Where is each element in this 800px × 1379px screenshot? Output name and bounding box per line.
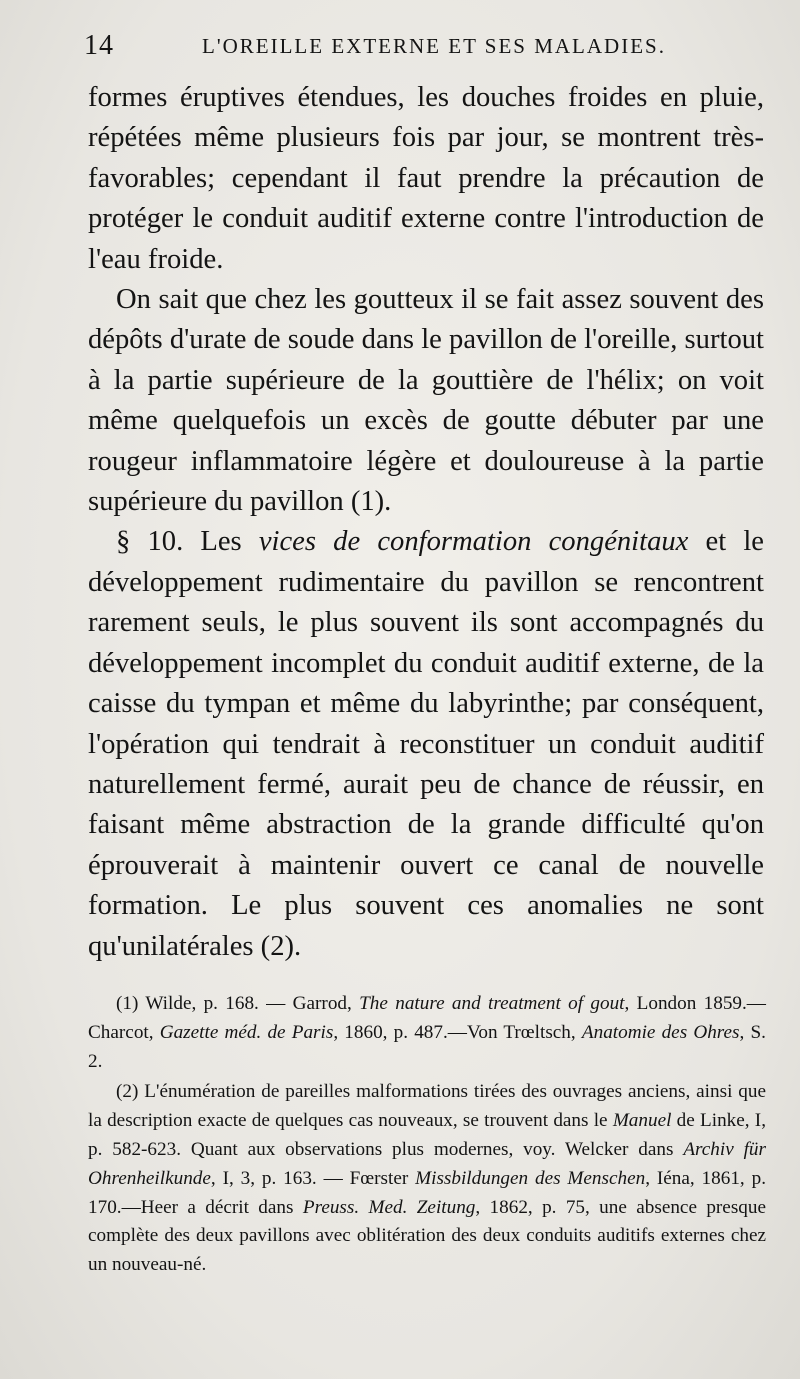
- footnote-text: , I, 3, p. 163. — Fœrster: [210, 1167, 416, 1189]
- footnote-text: , 1860, p. 487.—Von Trœltsch,: [333, 1021, 582, 1043]
- footnote-1: [88, 990, 766, 1076]
- section-number: § 10.: [116, 526, 184, 558]
- footnote-title: Archiv für Ohrenheilkunde: [88, 1138, 766, 1189]
- page-header: [84, 30, 764, 60]
- footnote-text: (1) Wilde, p. 168. — Garrod,: [116, 993, 360, 1014]
- footnote-text: , London 1859.—Charcot,: [88, 993, 766, 1043]
- footnote-title: Missbildungen des Menschen: [415, 1167, 646, 1189]
- footnote-2: [88, 1078, 766, 1280]
- page-number: 14: [84, 30, 114, 61]
- main-text: [88, 78, 764, 967]
- running-head: L'OREILLE EXTERNE ET SES MALADIES.: [202, 34, 666, 58]
- footnote-title: Preuss. Med. Zeitung: [302, 1196, 476, 1218]
- footnotes: [88, 990, 766, 1282]
- footnote-text: (2) L'énumération de pareilles malformations tirées des ouvrages anciens, ainsi que la description exacte de quelques cas nouveaux, se trouvent dans le: [88, 1081, 766, 1132]
- paragraph-section-10: [88, 522, 764, 966]
- footnote-title: Anatomie des Ohres: [581, 1021, 740, 1043]
- footnote-text: , Iéna, 1861, p. 170.—Heer a décrit dans: [88, 1167, 766, 1218]
- footnote-text: de Linke, I, p. 582-623. Quant aux observations plus modernes, voy. Welcker dans: [88, 1110, 766, 1160]
- footnote-title: Gazette méd. de Paris: [159, 1021, 334, 1043]
- paragraph-continuation: formes éruptives étendues, les douches froides en pluie, répétées même plusieurs fois par jour, se montrent très-favorables; cependant il faut prendre la précaution de protéger le conduit auditif externe contre l'introduction de l'eau froide.: [88, 82, 764, 275]
- emphasized-term: vices de conformation congénitaux: [258, 526, 689, 558]
- footnote-text: , 1862, p. 75, une absence presque complète des deux pavillons avec oblitération des deux conduits auditifs externes chez un nouveau-né.: [88, 1196, 766, 1276]
- footnote-title: Manuel: [612, 1110, 672, 1132]
- paragraph-body: et le développement rudimentaire du pavillon se rencontrent rarement seuls, le plus souvent ils sont accompagnés du développement incomplet du conduit auditif externe, de la caisse du tympan et même du labyrinthe; par conséquent, l'opération qui tendrait à reconstituer un conduit auditif naturellement fermé, aurait peu de chance de réussir, en faisant même abstraction de la grande difficulté qu'on éprouverait à maintenir ouvert ce canal de nouvelle formation. Le plus souvent ces anomalies ne sont qu'unilatérales (2).: [88, 526, 764, 962]
- footnote-title: The nature and treatment of gout: [359, 993, 625, 1014]
- footnote-text: , S. 2.: [88, 1021, 766, 1072]
- paragraph-lead: Les: [183, 526, 259, 558]
- paragraph-gout: On sait que chez les goutteux il se fait assez souvent des dépôts d'urate de soude dans le pavillon de l'oreille, surtout à la partie supérieure de la gouttière de l'hélix; on voit même quelquefois un excès de goutte débuter par une rougeur inflammatoire légère et douloureuse à la partie supérieure du pavillon (1).: [88, 284, 764, 518]
